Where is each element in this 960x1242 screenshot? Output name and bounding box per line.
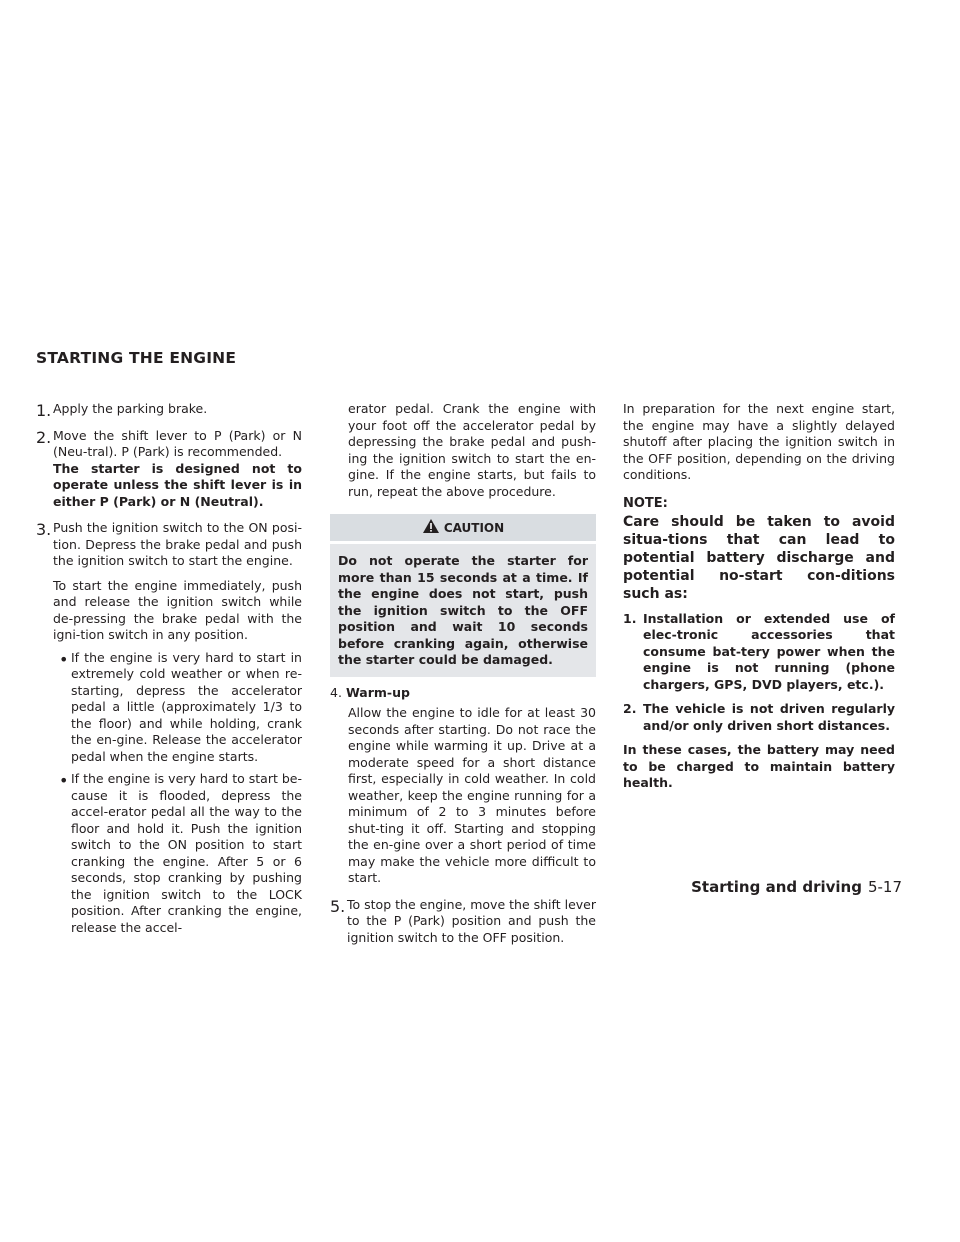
step-2 xyxy=(36,428,302,511)
note-text: Installation or extended use of elec-tronic accessories that consume bat-tery power when the engine is not running (phone chargers, GPS, DVD players, etc.). xyxy=(643,610,895,692)
caution-body xyxy=(330,544,596,677)
footer-section-name: Starting and driving xyxy=(691,878,862,896)
note-end-text: In these cases, the battery may need to be charged to maintain battery health. xyxy=(623,742,895,790)
page-number: 5-17 xyxy=(867,878,902,896)
bullet-item xyxy=(53,771,302,936)
step-number: 2. xyxy=(36,427,52,447)
note-title: NOTE: xyxy=(623,495,668,511)
step-text: Move the shift lever to P (Park) or N (Neu-tral). P (Park) is recommended. xyxy=(53,427,302,459)
step-number: 5. xyxy=(330,896,346,916)
step-1 xyxy=(36,401,302,418)
note-item xyxy=(623,701,895,734)
column-2 xyxy=(330,401,596,956)
step-5 xyxy=(330,897,596,947)
bullet-dot: • xyxy=(59,649,69,669)
step-text-2: To start the engine immediately, push and release the ignition switch while de-pressing the brake pedal with the igni-tion switch in any position. xyxy=(53,577,302,642)
step-text: Allow the engine to idle for at least 30 seconds after starting. Do not race the engine while warming it up. Drive at a moderate speed for a short distance first, especially in cold weather. In cold weather, keep the engine running for a minimum of 2 to 3 minutes before shut-ting it off. Starting and stopping the en-gine over a short period of time may make the vehicle more difficult to start. xyxy=(348,705,596,885)
continued-text: erator pedal. Crank the engine with your foot off the accelerator pedal by depressing the brake pedal and push-ing the ignition switch to start the en-gine. If the engine starts, but fails to run, repeat the above procedure. xyxy=(348,401,596,499)
note-text: The vehicle is not driven regularly and/or only driven short distances. xyxy=(643,701,895,733)
step-number: 3. xyxy=(36,520,52,539)
bullet-text: If the engine is very hard to start be-cause it is flooded, depress the accel-erator pedal all the way to the floor and hold it. Push the ignition switch to the ON position to start cranking the engine. After 5 or 6 seconds, stop cranking by pushing the ignition switch to the LOCK position. After cranking the engine, release the accel- xyxy=(71,771,302,935)
note-number: 1. xyxy=(623,610,637,626)
step-number: 1. xyxy=(36,401,52,420)
column-1 xyxy=(36,401,302,946)
caution-header xyxy=(330,514,596,541)
bullet-text: If the engine is very hard to start in extremely cold weather or when re-starting, depress the accelerator pedal a little (approximately 1/3 to the floor) and while holding, crank the en-gine. Release the accelerator pedal when the engine starts. xyxy=(71,649,302,764)
note-number: 2. xyxy=(623,701,637,716)
bullet-dot: • xyxy=(59,771,69,790)
bullet-item xyxy=(53,650,302,766)
note-item xyxy=(623,611,895,694)
step-text: Push the ignition switch to the ON posi-tion. Depress the brake pedal and push the ignition switch to start the engine. xyxy=(53,520,302,568)
step-title: Warm-up xyxy=(345,684,410,700)
step-4 xyxy=(330,685,596,887)
caution-title: CAUTION xyxy=(443,520,505,535)
intro-text: In preparation for the next engine start, the engine may have a slightly delayed shutoff after placing the ignition switch in the OFF position, depending on the driving conditions. xyxy=(623,401,895,482)
page-footer xyxy=(691,878,902,896)
caution-box xyxy=(330,514,596,677)
section-title: STARTING THE ENGINE xyxy=(36,349,237,367)
step-text: Apply the parking brake. xyxy=(53,401,208,416)
note-lead: Care should be taken to avoid situa-tions that can lead to potential battery discharge and potential no-start con-ditions such as: xyxy=(623,513,895,602)
step-warning-text: The starter is designed not to operate unless the shift lever is in either P (Park) or N (Neutral). xyxy=(53,460,302,509)
column-3 xyxy=(623,401,895,792)
step-number: 4. xyxy=(330,684,342,700)
caution-text: Do not operate the starter for more than 15 seconds at a time. If the engine does not start, push the ignition switch to the OFF position and wait 10 seconds before cranking again, otherwise the starter could be damaged. xyxy=(338,553,588,667)
step-text: To stop the engine, move the shift lever to the P (Park) position and push the ignition switch to the OFF position. xyxy=(347,896,596,945)
warning-triangle-icon xyxy=(422,518,440,538)
step-3 xyxy=(36,520,302,936)
